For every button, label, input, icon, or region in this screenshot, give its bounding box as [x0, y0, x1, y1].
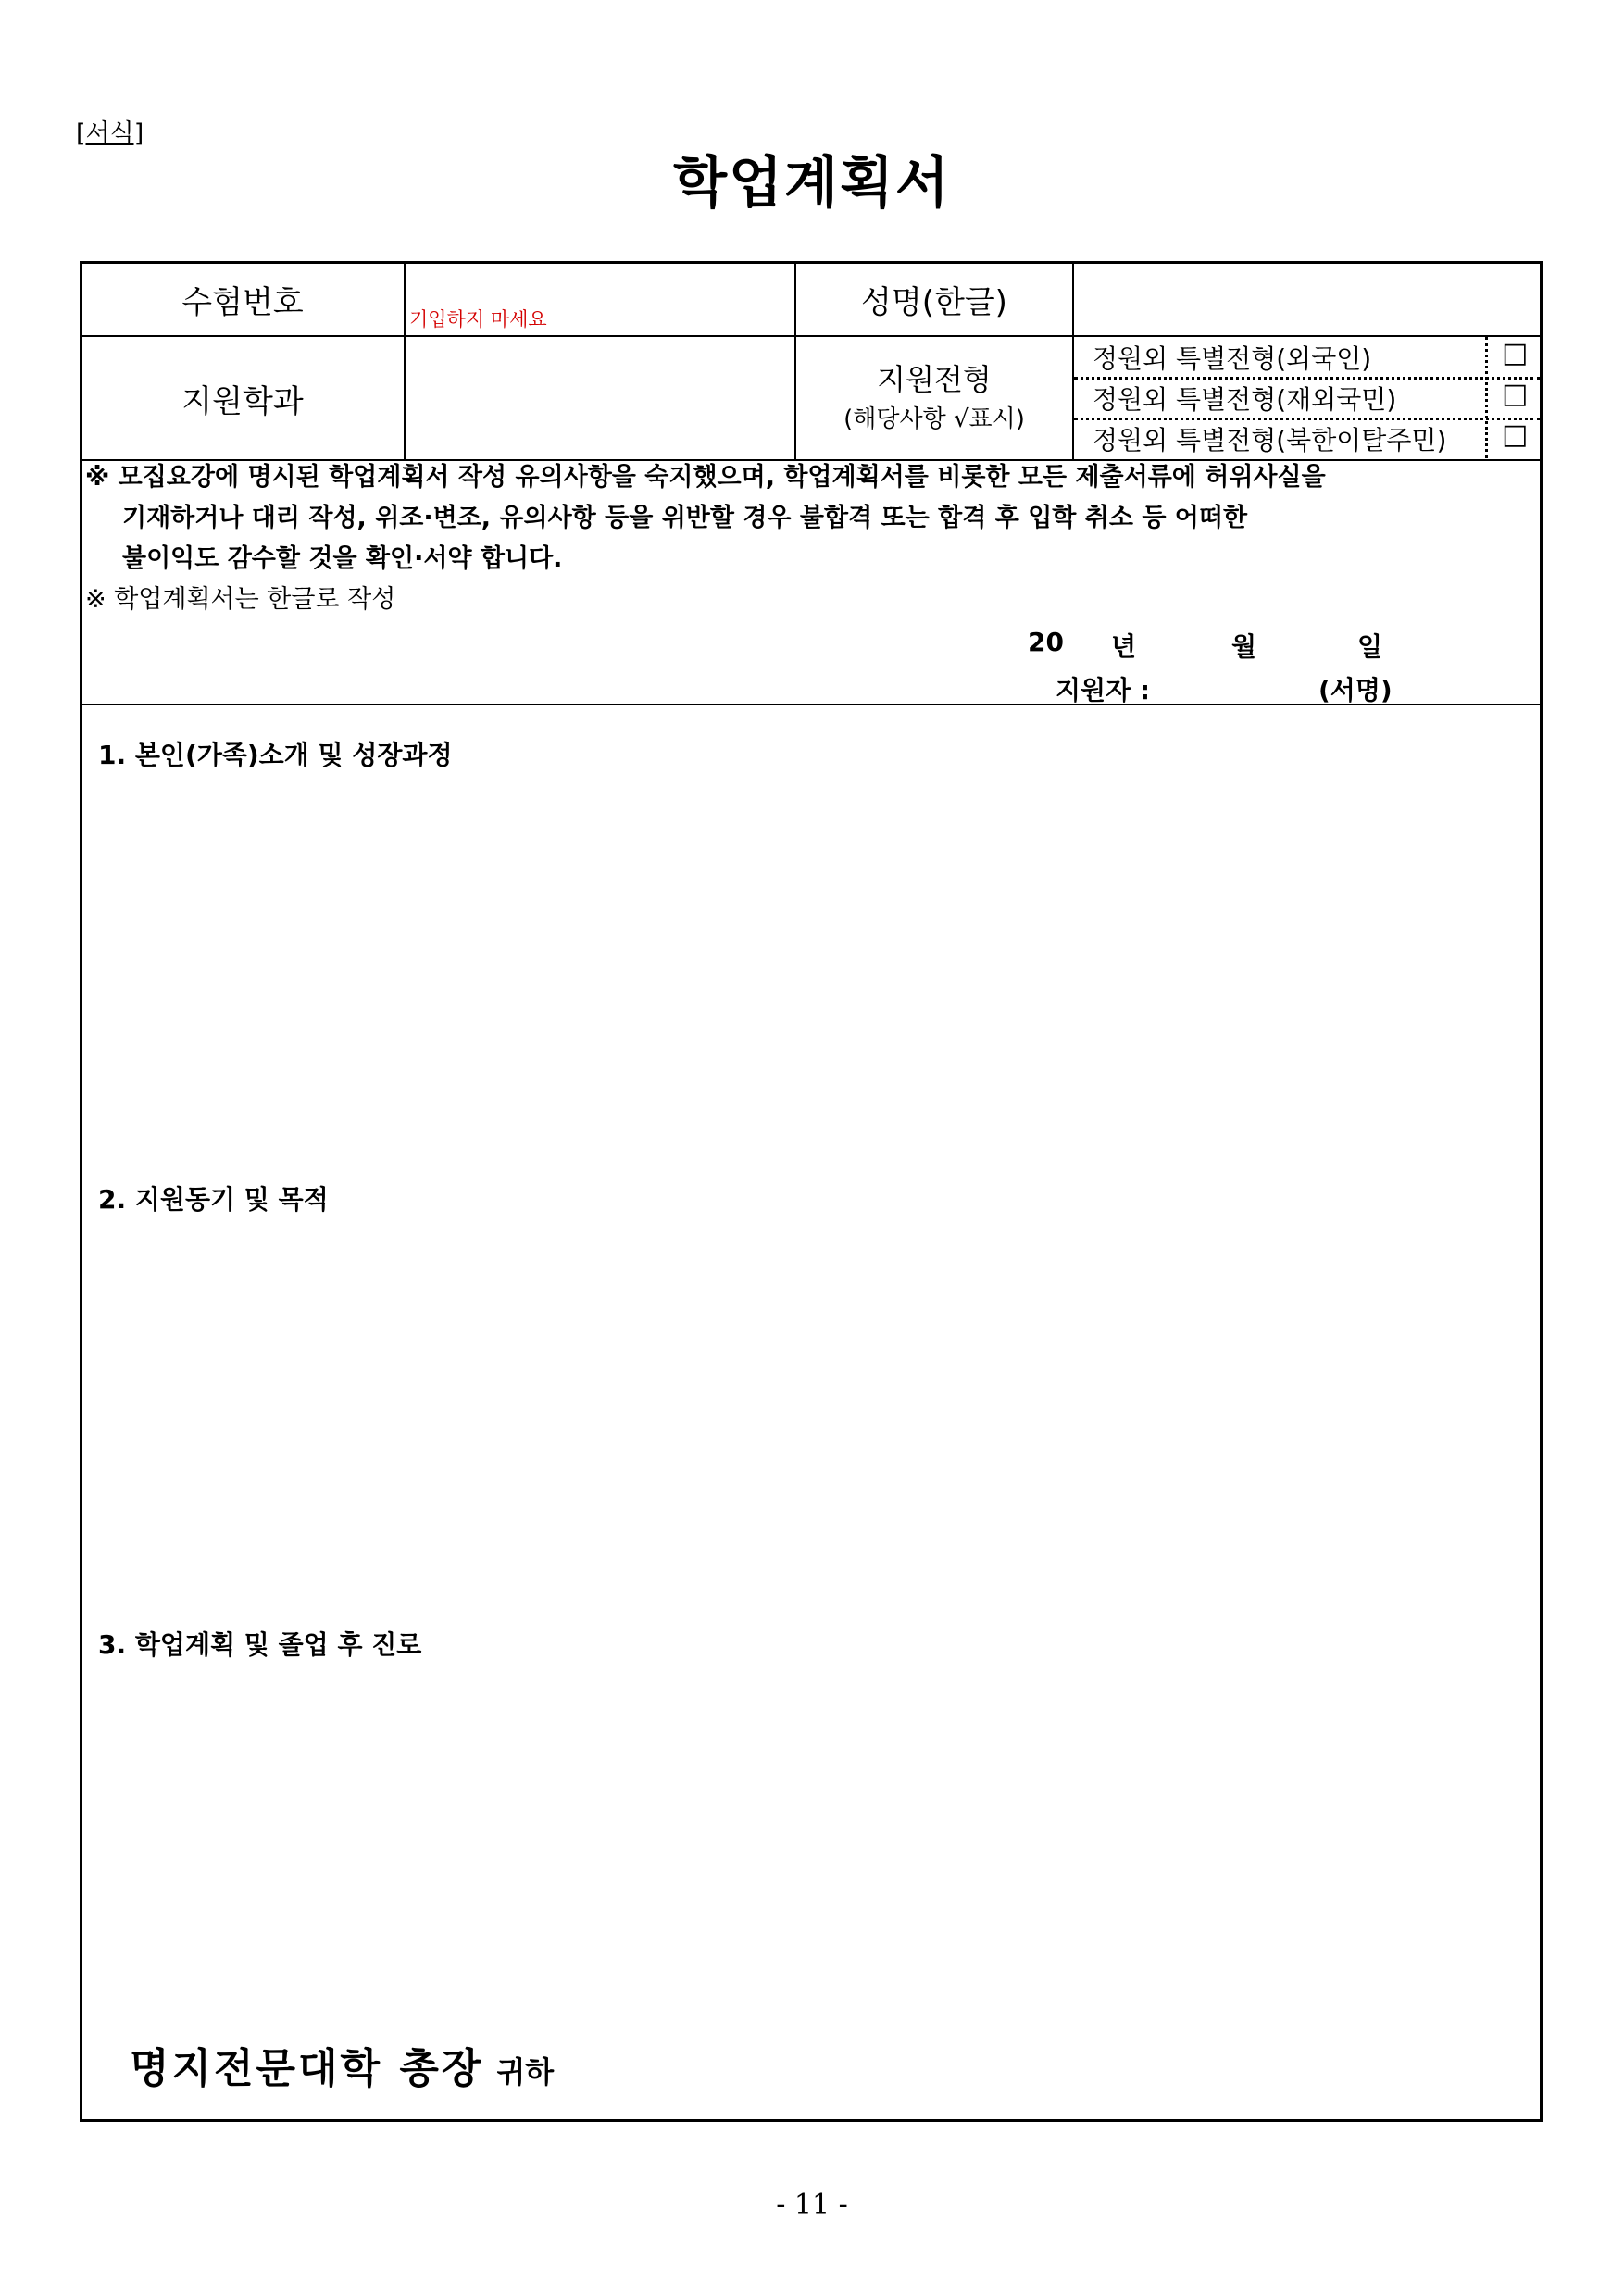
- notice-line-2: 기재하거나 대리 작성, 위조·변조, 유의사항 등을 위반할 경우 불합격 또는 합격 후 입학 취소 등 어떠한: [122, 504, 1248, 532]
- option-defector-label: 정원외 특별전형(북한이탈주민): [1093, 425, 1447, 455]
- department-field[interactable]: [406, 337, 794, 459]
- section-2-area[interactable]: [93, 1222, 1528, 1611]
- option-overseas-label: 정원외 특별전형(재외국민): [1093, 384, 1397, 415]
- name-label: 성명(한글): [861, 283, 1007, 321]
- page-title: 학업계획서: [673, 151, 951, 216]
- option-defector-checkbox[interactable]: □: [1502, 418, 1529, 451]
- section-1-area[interactable]: [93, 778, 1528, 1166]
- department-label: 지원학과: [181, 382, 304, 420]
- exam-number-label: 수험번호: [181, 283, 304, 321]
- page-number: - 11 -: [776, 2189, 848, 2221]
- closing-institution: 명지전문대학 총장: [130, 2045, 484, 2092]
- section-1-title: 1. 본인(가족)소개 및 성장과정: [98, 740, 453, 770]
- section-2-title: 2. 지원동기 및 목적: [98, 1184, 329, 1215]
- closing: [130, 2035, 554, 2094]
- exam-number-hint: 기입하지 마세요: [409, 308, 547, 331]
- exam-number-field[interactable]: [406, 263, 794, 335]
- sign-label: (서명): [1318, 675, 1393, 705]
- date-day: 일: [1357, 631, 1383, 662]
- admission-type-cell: [796, 337, 1072, 459]
- section-3-title: 3. 학업계획 및 졸업 후 진로: [98, 1629, 422, 1660]
- form-tag: [서식]: [76, 119, 144, 148]
- option-foreigner-checkbox[interactable]: □: [1502, 337, 1529, 369]
- option-overseas-checkbox[interactable]: □: [1502, 378, 1529, 410]
- notice-line-3: 불이익도 감수할 것을 확인·서약 합니다.: [122, 544, 563, 573]
- applicant-label: 지원자 :: [1056, 675, 1151, 705]
- name-field[interactable]: [1074, 263, 1541, 335]
- date-year-prefix: 20: [1028, 627, 1064, 657]
- section-3-area[interactable]: [93, 1666, 1528, 2018]
- notice-line-4: ※ 학업계획서는 한글로 작성: [85, 585, 396, 614]
- admission-type-label: 지원전형: [877, 362, 992, 397]
- option-foreigner-label: 정원외 특별전형(외국인): [1093, 343, 1372, 374]
- closing-suffix: 귀하: [496, 2054, 555, 2089]
- notice-line-1: ※ 모집요강에 명시된 학업계획서 작성 유의사항을 숙지했으며, 학업계획서를 비롯한 모든 제출서류에 허위사실을: [85, 463, 1326, 492]
- checkbox-divider: [1485, 337, 1488, 458]
- admission-type-sub: (해당사항 √표시): [843, 405, 1025, 433]
- date-year: 년: [1111, 631, 1137, 662]
- date-month: 월: [1231, 631, 1257, 662]
